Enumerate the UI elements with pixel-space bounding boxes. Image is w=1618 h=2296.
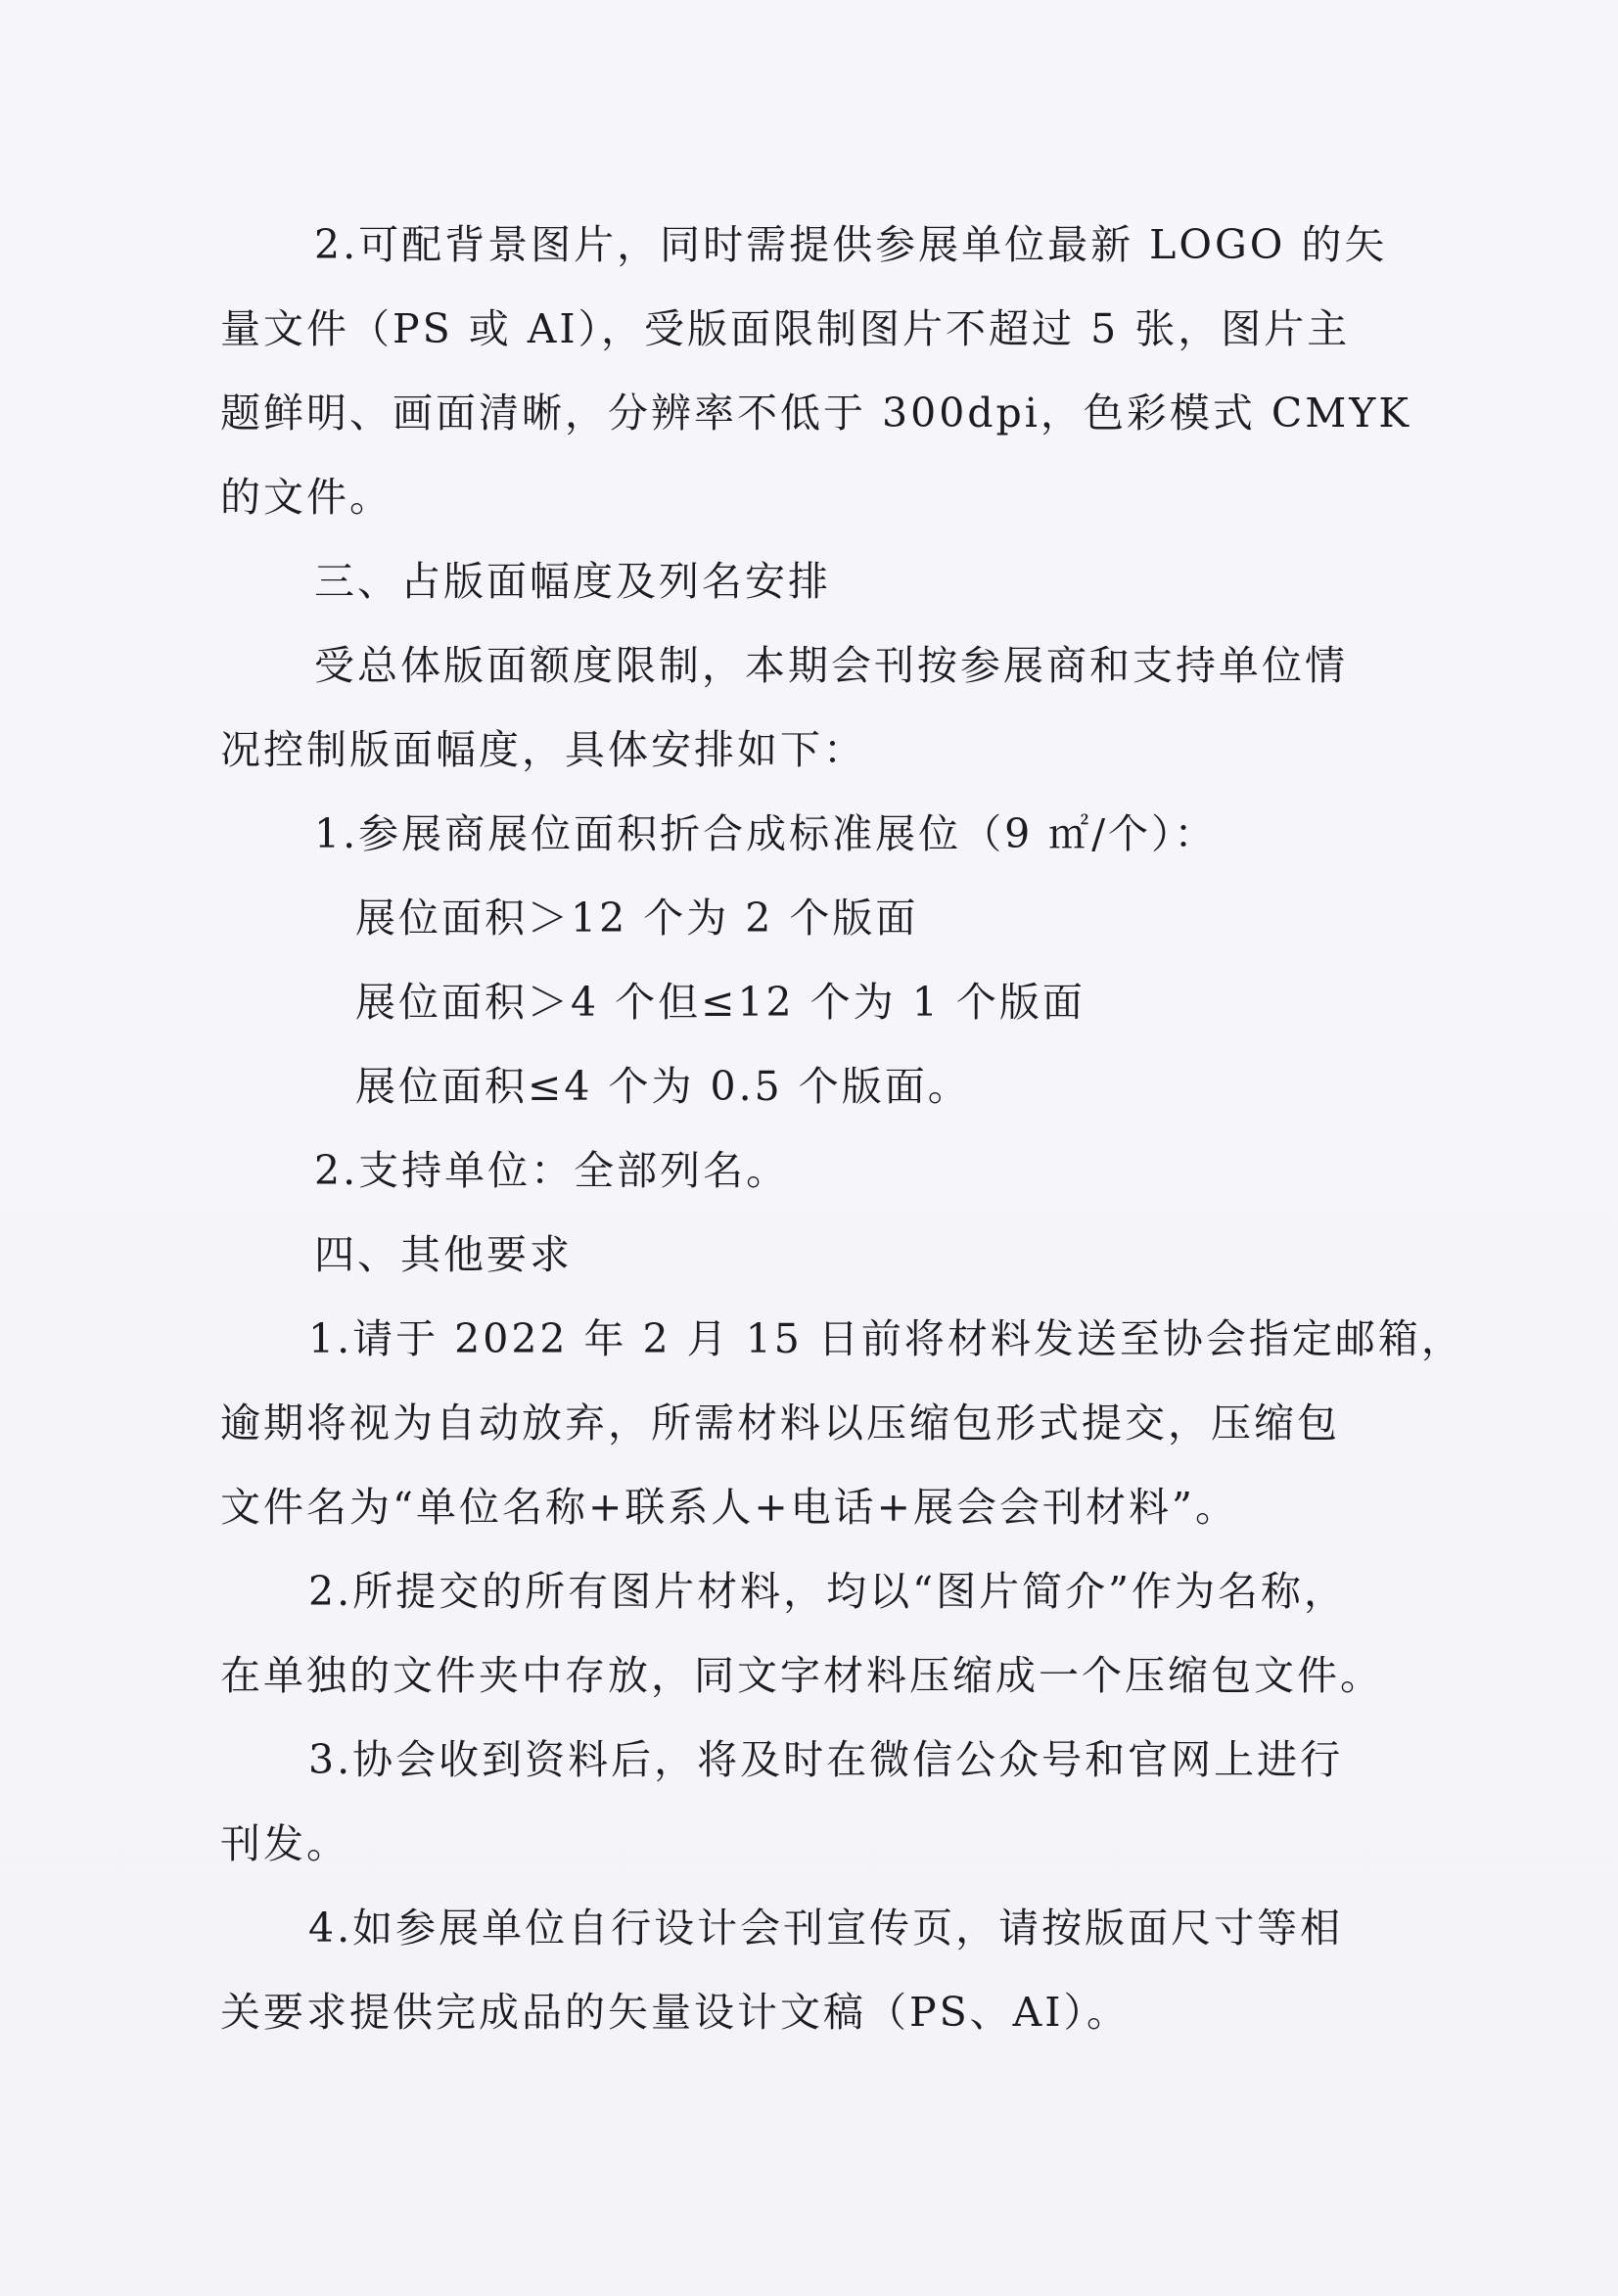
paragraph-line: 刊发。 bbox=[220, 1820, 349, 1867]
paragraph-line: 量文件（PS 或 AI），受版面限制图片不超过 5 张，图片主 bbox=[220, 305, 1351, 352]
list-item: 展位面积＞4 个但≤12 个为 1 个版面 bbox=[355, 979, 1086, 1026]
paragraph-line: 1.请于 2022 年 2 月 15 日前将材料发送至协会指定邮箱， bbox=[308, 1315, 1464, 1362]
paragraph-line: 2.所提交的所有图片材料，均以“图片简介”作为名称， bbox=[308, 1568, 1348, 1615]
paragraph-line: 况控制版面幅度，具体安排如下： bbox=[220, 726, 866, 773]
list-item: 展位面积≤4 个为 0.5 个版面。 bbox=[355, 1063, 971, 1110]
paragraph-line: 逾期将视为自动放弃，所需材料以压缩包形式提交，压缩包 bbox=[220, 1400, 1340, 1446]
paragraph-line: 4.如参展单位自行设计会刊宣传页，请按版面尺寸等相 bbox=[308, 1905, 1344, 1952]
list-item: 展位面积＞12 个为 2 个版面 bbox=[355, 895, 919, 941]
paragraph-line: 受总体版面额度限制，本期会刊按参展商和支持单位情 bbox=[314, 642, 1348, 689]
paragraph-line: 3.协会收到资料后，将及时在微信公众号和官网上进行 bbox=[308, 1736, 1344, 1783]
section-heading: 三、占版面幅度及列名安排 bbox=[314, 558, 831, 605]
paragraph-line: 2.可配背景图片，同时需提供参展单位最新 LOGO 的矢 bbox=[314, 221, 1388, 268]
paragraph-line: 关要求提供完成品的矢量设计文稿（PS、AI）。 bbox=[220, 1989, 1130, 2036]
paragraph-line: 1.参展商展位面积折合成标准展位（9 ㎡/个）： bbox=[314, 810, 1218, 857]
paragraph-line: 2.支持单位：全部列名。 bbox=[314, 1147, 790, 1194]
section-heading: 四、其他要求 bbox=[314, 1231, 573, 1278]
paragraph-line: 的文件。 bbox=[220, 474, 393, 521]
paragraph-line: 在单独的文件夹中存放，同文字材料压缩成一个压缩包文件。 bbox=[220, 1652, 1383, 1699]
paragraph-line: 题鲜明、画面清晰，分辨率不低于 300dpi，色彩模式 CMYK bbox=[220, 390, 1411, 436]
paragraph-line: 文件名为“单位名称+联系人+电话+展会会刊材料”。 bbox=[220, 1484, 1238, 1531]
